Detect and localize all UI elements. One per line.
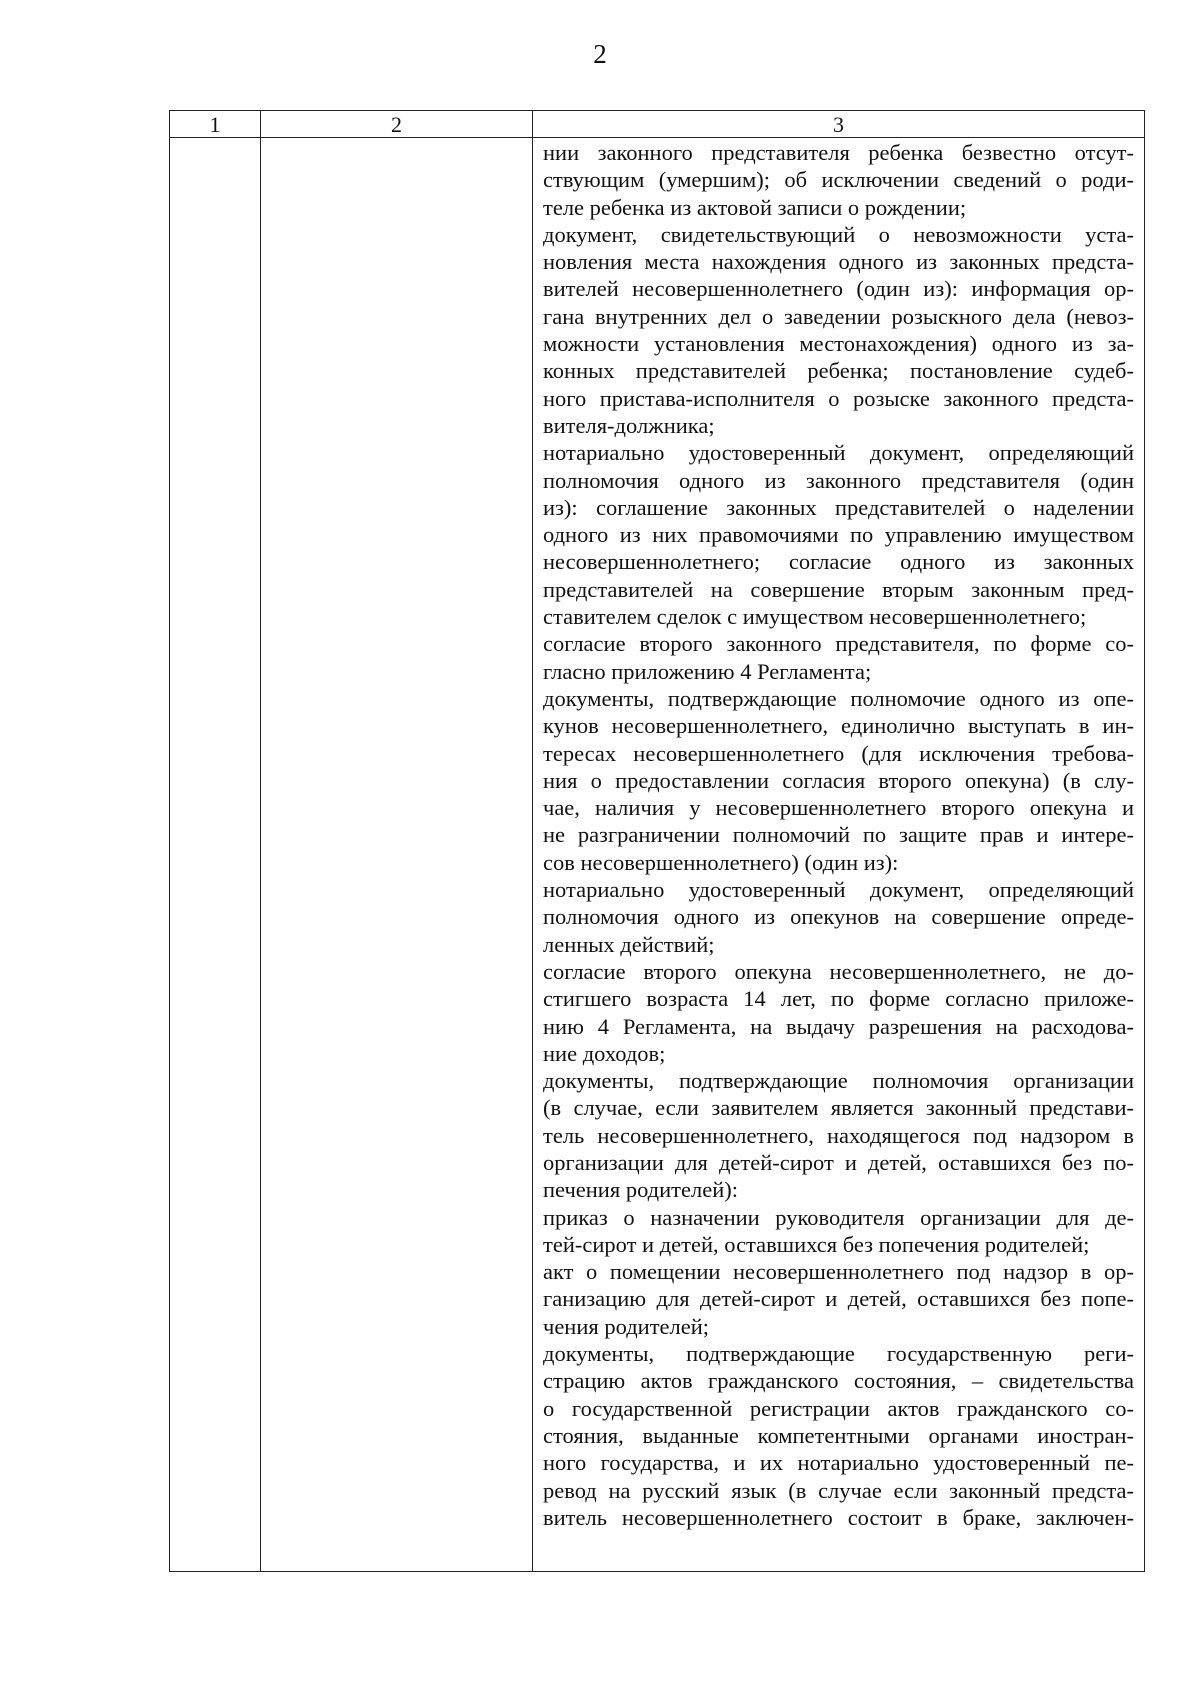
text-line: одного из них правомочиями по управлению имуществом <box>543 522 1134 548</box>
text-line: гласно приложению 4 Регламента; <box>543 658 872 684</box>
text-line: документы, подтверждающие полномочия организации <box>543 1068 1134 1094</box>
text-line: о государственной регистрации актов гражданского со- <box>543 1395 1134 1421</box>
cell-column-3 <box>533 138 1145 1572</box>
text-line: нотариально удостоверенный документ, определяющий <box>543 877 1134 903</box>
text-line: (в случае, если заявителем является законный представи- <box>543 1095 1134 1121</box>
text-line: можности установления местонахождения) одного из за- <box>543 331 1134 357</box>
text-line: акт о помещении несовершеннолетнего под надзор в ор- <box>543 1259 1134 1285</box>
text-line: несовершеннолетнего; согласие одного из законных <box>543 549 1134 575</box>
text-line: ревод на русский язык (в случае если законный предста- <box>543 1477 1134 1503</box>
text-line: стигшего возраста 14 лет, по форме согласно приложе- <box>543 986 1134 1012</box>
column-header-1: 1 <box>170 111 261 138</box>
text-line: чения родителей; <box>543 1313 710 1339</box>
text-line: гана внутренних дел о заведении розыскного дела (невоз- <box>543 303 1134 329</box>
text-line: печения родителей): <box>543 1177 738 1203</box>
text-line: конных представителей ребенка; постановление судеб- <box>543 358 1134 384</box>
text-line: нии законного представителя ребенка безвестно отсут- <box>543 140 1134 165</box>
text-line: полномочия одного из опекунов на совершение опреде- <box>543 904 1134 930</box>
text-line: нотариально удостоверенный документ, определяющий <box>543 440 1134 466</box>
text-line: ствующим (умершим); об исключении сведений о роди- <box>543 167 1134 193</box>
text-line: документы, подтверждающие полномочие одного из опе- <box>543 685 1134 711</box>
text-line: чае, наличия у несовершеннолетнего второго опекуна и <box>543 795 1134 821</box>
text-line: тересах несовершеннолетнего (для исключения требова- <box>543 740 1134 766</box>
text-line: организации для детей-сирот и детей, оставшихся без по- <box>543 1149 1134 1175</box>
text-line: новления места нахождения одного из законных предста- <box>543 249 1134 275</box>
text-line: тей-сирот и детей, оставшихся без попечения родителей; <box>543 1231 1090 1257</box>
table-header-row <box>170 111 1145 138</box>
text-line: страцию актов гражданского состояния, – свидетельства <box>543 1368 1134 1394</box>
document-body-text <box>533 138 1144 1531</box>
text-line: ного государства, и их нотариально удостоверенный пе- <box>543 1450 1134 1476</box>
text-line: ного пристава-исполнителя о розыске законного предста- <box>543 385 1134 411</box>
text-line: сов несовершеннолетнего) (один из): <box>543 849 899 875</box>
text-line: теле ребенка из актовой записи о рождении; <box>543 194 967 220</box>
text-line: тель несовершеннолетнего, находящегося под надзором в <box>543 1122 1134 1148</box>
text-line: полномочия одного из законного представителя (один <box>543 467 1134 493</box>
text-line: согласие второго законного представителя, по форме со- <box>543 631 1134 657</box>
text-line: вителя-должника; <box>543 412 715 438</box>
text-line: ния о предоставлении согласия второго опекуна) (в слу- <box>543 767 1134 793</box>
text-line: ние доходов; <box>543 1040 666 1066</box>
table-row <box>170 138 1145 1572</box>
text-line: из): соглашение законных представителей о наделении <box>543 494 1134 520</box>
text-line: ленных действий; <box>543 931 715 957</box>
text-line: ставителем сделок с имуществом несовершеннолетнего; <box>543 604 1087 630</box>
text-line: ганизацию для детей-сирот и детей, оставшихся без попе- <box>543 1286 1134 1312</box>
text-line: согласие второго опекуна несовершеннолетнего, не до- <box>543 958 1134 984</box>
text-line: стояния, выданные компетентными органами иностран- <box>543 1422 1134 1448</box>
cell-column-2 <box>261 138 533 1572</box>
text-line: документ, свидетельствующий о невозможности уста- <box>543 221 1134 247</box>
text-line: документы, подтверждающие государственную реги- <box>543 1341 1134 1367</box>
document-table <box>169 110 1145 1572</box>
text-line: представителей на совершение вторым законным пред- <box>543 576 1134 602</box>
page-number: 2 <box>593 39 607 69</box>
text-line: вителей несовершеннолетнего (один из): информация ор- <box>543 276 1134 302</box>
text-line: приказ о назначении руководителя организации для де- <box>543 1204 1134 1230</box>
column-header-2: 2 <box>261 111 533 138</box>
text-line: нию 4 Регламента, на выдачу разрешения на расходова- <box>543 1013 1134 1039</box>
cell-column-1 <box>170 138 261 1572</box>
column-header-3: 3 <box>533 111 1145 138</box>
text-line: не разграничении полномочий по защите прав и интере- <box>543 822 1134 848</box>
text-line: кунов несовершеннолетнего, единолично выступать в ин- <box>543 713 1134 739</box>
text-line: витель несовершеннолетнего состоит в браке, заключен- <box>543 1504 1134 1530</box>
